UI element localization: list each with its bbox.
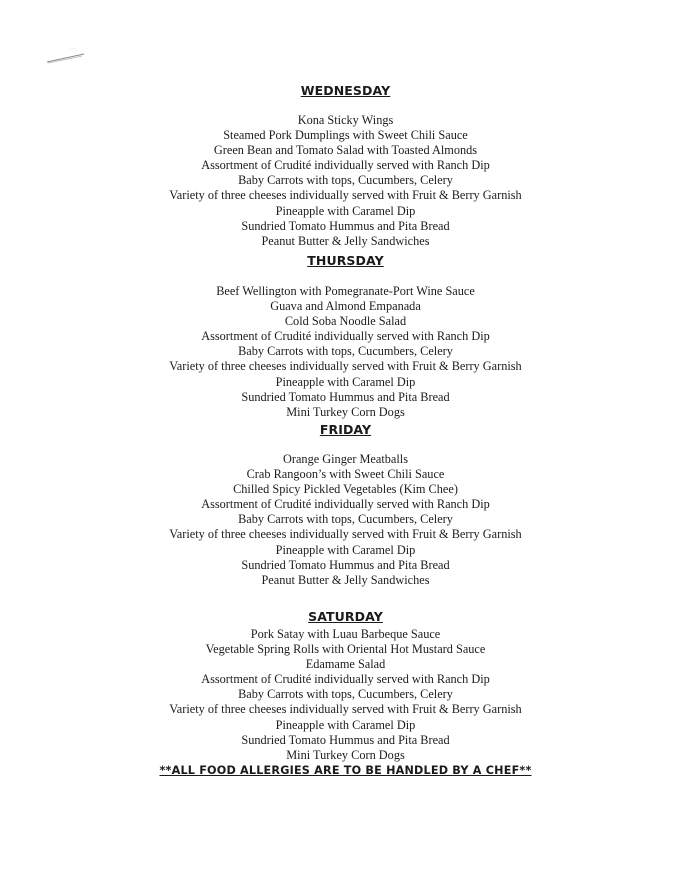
day-heading: THURSDAY [307, 253, 384, 268]
menu-item: Cold Soba Noodle Salad [284, 314, 407, 329]
menu-item: Chilled Spicy Pickled Vegetables (Kim Chee) [233, 482, 458, 497]
day-section-wednesday [0, 82, 691, 249]
menu-item: Vegetable Spring Rolls with Oriental Hot Mustard Sauce [205, 642, 486, 657]
menu-item: Pineapple with Caramel Dip [275, 717, 416, 732]
menu-item: Assortment of Crudité individually served with Ranch Dip [201, 329, 490, 344]
day-section-friday [0, 421, 691, 588]
menu-item: Pineapple with Caramel Dip [275, 374, 416, 389]
menu-item-list [0, 452, 691, 588]
menu-item: Variety of three cheeses individually served with Fruit & Berry Garnish [169, 702, 522, 717]
menu-item: Guava and Almond Empanada [270, 299, 421, 314]
menu-item: Orange Ginger Meatballs [283, 452, 408, 466]
menu-item: Variety of three cheeses individually served with Fruit & Berry Garnish [169, 527, 522, 542]
menu-item: Baby Carrots with tops, Cucumbers, Celery [238, 173, 453, 188]
menu-item: Peanut Butter & Jelly Sandwiches [261, 233, 430, 248]
menu-item: Pork Satay with Luau Barbeque Sauce [250, 627, 441, 641]
menu-item: Variety of three cheeses individually served with Fruit & Berry Garnish [169, 359, 522, 374]
menu-item: Assortment of Crudité individually served with Ranch Dip [201, 497, 490, 512]
day-heading: SATURDAY [308, 609, 383, 624]
menu-item: Baby Carrots with tops, Cucumbers, Celery [238, 687, 453, 702]
day-section-thursday [0, 252, 691, 420]
menu-item: Pineapple with Caramel Dip [275, 542, 416, 557]
menu-item: Crab Rangoon’s with Sweet Chili Sauce [246, 467, 445, 482]
menu-item-list [0, 284, 691, 420]
scan-artifact-mark [46, 48, 86, 68]
allergy-notice: **ALL FOOD ALLERGIES ARE TO BE HANDLED BY A CHEF** [159, 764, 532, 777]
menu-item: Mini Turkey Corn Dogs [286, 747, 405, 762]
menu-item-list [0, 627, 691, 763]
menu-item-list [0, 113, 691, 249]
menu-item: Sundried Tomato Hummus and Pita Bread [241, 218, 450, 233]
day-heading: FRIDAY [319, 422, 372, 437]
menu-item: Sundried Tomato Hummus and Pita Bread [241, 732, 450, 747]
menu-item: Peanut Butter & Jelly Sandwiches [261, 572, 430, 587]
day-section-saturday [0, 608, 691, 763]
menu-item: Steamed Pork Dumplings with Sweet Chili Sauce [223, 128, 468, 143]
menu-item: Baby Carrots with tops, Cucumbers, Celery [238, 512, 453, 527]
menu-item: Pineapple with Caramel Dip [275, 203, 416, 218]
menu-item: Assortment of Crudité individually served with Ranch Dip [201, 672, 490, 687]
menu-item: Sundried Tomato Hummus and Pita Bread [241, 557, 450, 572]
menu-item: Baby Carrots with tops, Cucumbers, Celery [238, 344, 453, 359]
menu-item: Green Bean and Tomato Salad with Toasted Almonds [213, 143, 478, 158]
menu-item: Variety of three cheeses individually served with Fruit & Berry Garnish [169, 188, 522, 203]
menu-item: Beef Wellington with Pomegranate-Port Wine Sauce [216, 284, 475, 298]
menu-item: Assortment of Crudité individually served with Ranch Dip [201, 158, 490, 173]
menu-item: Sundried Tomato Hummus and Pita Bread [241, 389, 450, 404]
menu-item: Kona Sticky Wings [297, 113, 394, 127]
menu-item: Edamame Salad [305, 657, 386, 672]
day-heading: WEDNESDAY [300, 83, 391, 98]
menu-item: Mini Turkey Corn Dogs [286, 404, 405, 419]
